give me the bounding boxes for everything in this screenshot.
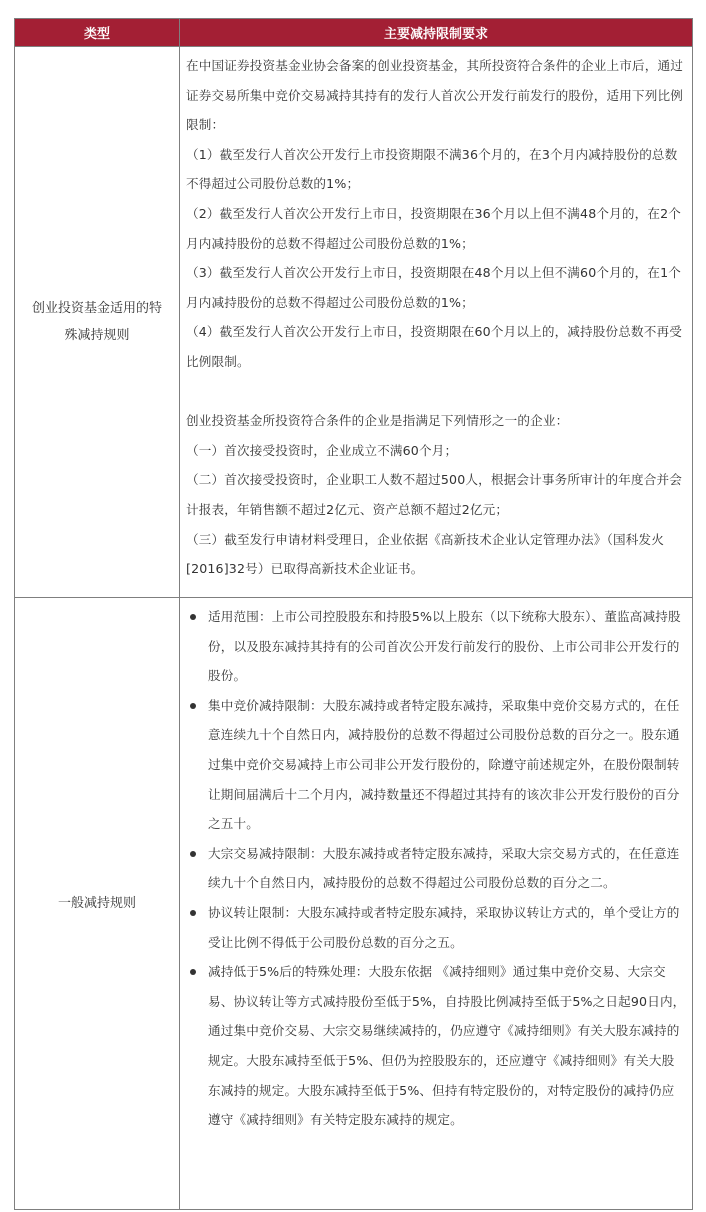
- paragraph: 在中国证券投资基金业协会备案的创业投资基金，其所投资符合条件的企业上市后，通过证券交易所集中竞价交易减持其持有的发行人首次公开发行前发行的股份，适用下列比例限制：: [186, 58, 684, 133]
- list-item: [186, 602, 686, 691]
- paragraph: （一）首次接受投资时，企业成立不满60个月；: [186, 442, 458, 458]
- rules-table-container: [14, 18, 692, 1210]
- list-item-text: 减持低于5%后的特殊处理：大股东依据 《减持细则》通过集中竞价交易、大宗交易、协议转让等方式减持股份至低于5%，自持股比例减持至低于5%之日起90日内，通过集中竞价交易、大宗交易继续减持的，仍应遵守《减持细则》有关大股东减持的规定。大股东减持至低于5%、但仍为控股股东的，还应遵守《减持细则》有关大股东减持的规定。大股东减持至低于5%、但持有特定股份的，对特定股份的减持仍应遵守《减持细则》有关特定股东减持的规定。: [208, 964, 686, 1128]
- list-item: [186, 898, 686, 957]
- header-type: 类型: [15, 19, 180, 47]
- paragraph: 创业投资基金所投资符合条件的企业是指满足下列情形之一的企业：: [186, 413, 569, 429]
- list-item: [186, 839, 686, 898]
- bullet-dot-icon: [190, 969, 196, 975]
- paragraph: （4）截至发行人首次公开发行上市日，投资期限在60个月以上的，减持股份总数不再受比例限制。: [186, 324, 683, 369]
- row-type-vc-fund: [15, 47, 180, 598]
- paragraph: （二）首次接受投资时，企业职工人数不超过500人，根据会计事务所审计的年度合并会计报表，年销售额不超过2亿元、资产总额不超过2亿元；: [186, 472, 683, 517]
- list-item-text: 集中竞价减持限制：大股东减持或者特定股东减持，采取集中竞价交易方式的，在任意连续九十个自然日内，减持股份的总数不得超过公司股份总数的百分之一。股东通过集中竞价交易减持上市公司非公开发行股份的，除遵守前述规定外，在股份限制转让期间届满后十二个月内，减持数量还不得超过其持有的该次非公开发行股份的百分之五十。: [208, 697, 680, 832]
- paragraph: （3）截至发行人首次公开发行上市日，投资期限在48个月以上但不满60个月的，在1个月内减持股份的总数不得超过公司股份总数的1%；: [186, 265, 682, 310]
- bullet-dot-icon: [190, 614, 196, 620]
- row-type-label: 创业投资基金适用的特殊减持规则: [32, 301, 163, 343]
- share-reduction-rules-table: [14, 18, 693, 1210]
- header-requirements: 主要减持限制要求: [180, 19, 693, 47]
- row-content-vc-fund: [180, 47, 693, 598]
- row-type-label: 一般减持规则: [57, 896, 136, 911]
- paragraph: （1）截至发行人首次公开发行上市投资期限不满36个月的，在3个月内减持股份的总数不得超过公司股份总数的1%；: [186, 146, 678, 192]
- list-item-text: 大宗交易减持限制：大股东减持或者特定股东减持，采取大宗交易方式的，在任意连续九十个自然日内，减持股份的总数不得超过公司股份总数的百分之二。: [208, 845, 680, 891]
- spacer: [186, 377, 686, 407]
- bullet-dot-icon: [190, 703, 196, 709]
- bullet-dot-icon: [190, 910, 196, 916]
- list-item-text: 适用范围：上市公司控股股东和持股5%以上股东（以下统称大股东）、董监高减持股份，以及股东减持其持有的公司首次公开发行前发行的股份、上市公司非公开发行的股份。: [208, 609, 681, 684]
- table-row: [15, 598, 693, 1210]
- list-item-text: 协议转让限制：大股东减持或者特定股东减持，采取协议转让方式的，单个受让方的受让比例不得低于公司股份总数的百分之五。: [208, 904, 680, 950]
- bullet-dot-icon: [190, 851, 196, 857]
- row-content-general: [180, 598, 693, 1210]
- list-item: [186, 957, 686, 1135]
- table-header-row: [15, 19, 693, 47]
- row-type-general: [15, 598, 180, 1210]
- table-row: [15, 47, 693, 598]
- list-item: [186, 691, 686, 839]
- paragraph: （2）截至发行人首次公开发行上市日，投资期限在36个月以上但不满48个月的，在2个月内减持股份的总数不得超过公司股份总数的1%；: [186, 205, 682, 251]
- paragraph: （三）截至发行申请材料受理日，企业依据《高新技术企业认定管理办法》（国科发火[2016]32号）已取得高新技术企业证书。: [186, 531, 664, 577]
- bullet-list: [186, 602, 686, 1135]
